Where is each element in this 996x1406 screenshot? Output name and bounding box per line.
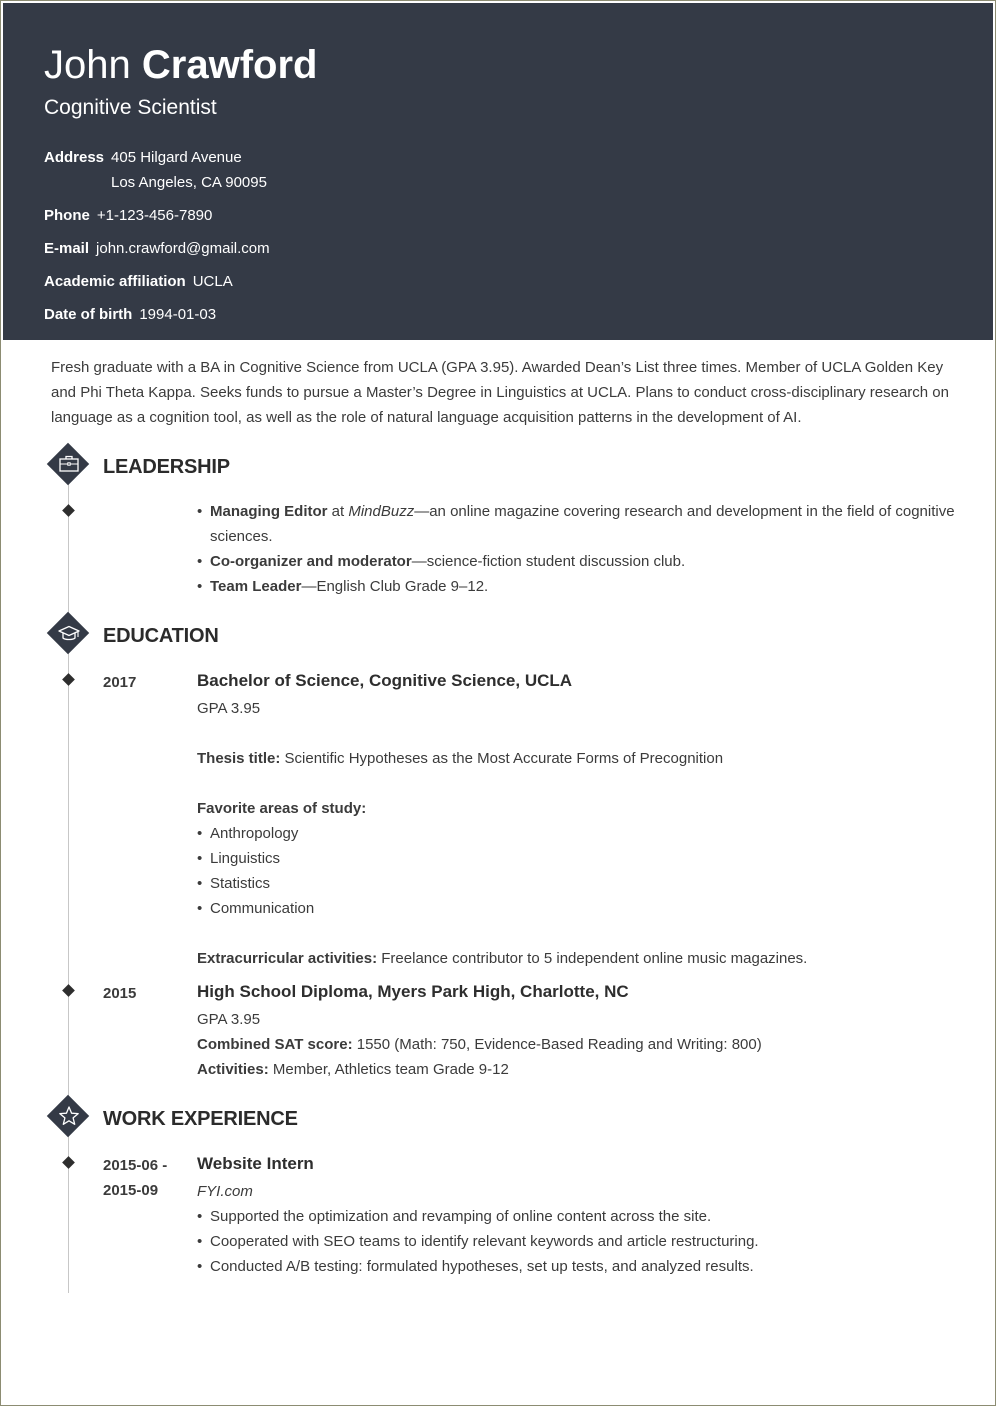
briefcase-icon [54, 449, 84, 479]
timeline-dot [62, 504, 75, 517]
work-bullet-text: Cooperated with SEO teams to identify relevant keywords and article restructuring. [210, 1233, 759, 1250]
candidate-name [44, 41, 317, 89]
email-label: E-mail [44, 240, 90, 257]
graduation-cap-icon [54, 618, 84, 648]
thesis-value: Scientific Hypotheses as the Most Accurate Forms of Precognition [284, 750, 724, 767]
phone-value: +1-123-456-7890 [96, 207, 213, 224]
email-row [44, 236, 270, 261]
sat-label: Combined SAT score: [197, 1036, 353, 1053]
affiliation-value: UCLA [192, 273, 233, 290]
work-bullet-text: Supported the optimization and revamping of online content across the site. [210, 1208, 712, 1225]
work-bullet-text: Conducted A/B testing: formulated hypotheses, set up tests, and analyzed results. [210, 1258, 754, 1275]
leadership-item [197, 574, 957, 599]
leadership-desc: —science-fiction student discussion club. [411, 553, 686, 570]
timeline-dot [62, 1156, 75, 1169]
leadership-desc: —an online magazine covering research and development in the field of cognitive sciences. [210, 503, 955, 545]
position-title: Website Intern [197, 1154, 314, 1173]
address-line1: 405 Hilgard Avenue [111, 149, 242, 166]
sat-value: 1550 (Math: 750, Evidence-Based Reading and Writing: 800) [356, 1036, 762, 1053]
leadership-role: Managing Editor [210, 503, 328, 520]
job-title: Cognitive Scientist [44, 96, 217, 119]
extracurricular-label: Extracurricular activities: [197, 950, 378, 967]
bullet-mark: • [197, 1258, 203, 1275]
bullet-mark: • [197, 900, 203, 917]
leadership-role: Co-organizer and moderator [210, 553, 412, 570]
thesis-label: Thesis title: [197, 750, 281, 767]
leadership-item [197, 499, 957, 549]
bullet-mark: • [197, 1208, 203, 1225]
degree-title: Bachelor of Science, Cognitive Science, UCLA [197, 671, 573, 690]
study-area-item [197, 846, 280, 871]
work-bullet [197, 1254, 754, 1279]
phone-label: Phone [44, 207, 90, 224]
timeline-line [68, 481, 69, 1293]
star-icon [54, 1101, 84, 1131]
bullet-mark: • [197, 1233, 203, 1250]
address-row [44, 145, 242, 170]
work-bullet [197, 1229, 759, 1254]
activities-value: Member, Athletics team Grade 9-12 [272, 1061, 509, 1078]
areas-label-text: Favorite areas of study: [197, 800, 367, 817]
education-date: 2015 [103, 985, 137, 1002]
extracurricular-value: Freelance contributor to 5 independent online music magazines. [381, 950, 808, 967]
timeline-dot [62, 984, 75, 997]
dob-label: Date of birth [44, 306, 133, 323]
bullet-mark: • [197, 503, 203, 520]
extracurricular-row [197, 946, 807, 971]
education-heading: EDUCATION [103, 625, 219, 647]
work-bullet [197, 1204, 711, 1229]
thesis-row [197, 746, 723, 771]
work-date-start: 2015-06 - [103, 1157, 168, 1174]
first-name: John [44, 43, 131, 87]
leadership-item [197, 549, 957, 574]
leadership-desc: —English Club Grade 9–12. [301, 578, 489, 595]
timeline-dot [62, 673, 75, 686]
study-area: Communication [210, 900, 315, 917]
affiliation-row [44, 269, 233, 294]
bullet-mark: • [197, 850, 203, 867]
dob-row [44, 302, 216, 327]
bullet-mark: • [197, 578, 203, 595]
study-area-item [197, 896, 314, 921]
leadership-heading: LEADERSHIP [103, 456, 230, 478]
last-name: Crawford [141, 43, 318, 87]
study-area-item [197, 821, 298, 846]
work-date-end: 2015-09 [103, 1182, 159, 1199]
dob-value: 1994-01-03 [139, 306, 217, 323]
leadership-connector: at [327, 503, 349, 520]
study-area: Linguistics [210, 850, 281, 867]
degree-title: High School Diploma, Myers Park High, Charlotte, NC [197, 982, 629, 1001]
company-name: FYI.com [197, 1183, 253, 1200]
study-area-item [197, 871, 270, 896]
phone-row [44, 203, 212, 228]
bullet-mark: • [197, 553, 203, 570]
work-heading: WORK EXPERIENCE [103, 1108, 298, 1130]
leadership-org: MindBuzz [348, 503, 415, 520]
bullet-mark: • [197, 825, 203, 842]
study-area: Anthropology [210, 825, 299, 842]
areas-label [197, 796, 366, 821]
resume-header [3, 3, 993, 340]
address-label: Address [44, 149, 105, 166]
bullet-mark: • [197, 875, 203, 892]
gpa: GPA 3.95 [197, 1011, 261, 1028]
study-area: Statistics [210, 875, 271, 892]
gpa: GPA 3.95 [197, 700, 261, 717]
affiliation-label: Academic affiliation [44, 273, 186, 290]
email-value[interactable]: john.crawford@gmail.com [96, 240, 270, 257]
profile-summary: Fresh graduate with a BA in Cognitive Science from UCLA (GPA 3.95). Awarded Dean’s List three times. Member of UCLA Golden Key and Phi Theta Kappa. Seeks funds to pursue a Master’s Degree in Linguistics at UCLA. Plans to conduct cross-disciplinary research on language as a cognition tool, as well as the role of natural language acquisition patterns in the development of AI. [51, 359, 949, 426]
activities-label: Activities: [197, 1061, 269, 1078]
leadership-role: Team Leader [210, 578, 302, 595]
sat-row [197, 1032, 762, 1057]
education-date: 2017 [103, 674, 137, 691]
address-line2: Los Angeles, CA 90095 [111, 174, 267, 191]
activities-row [197, 1057, 509, 1082]
